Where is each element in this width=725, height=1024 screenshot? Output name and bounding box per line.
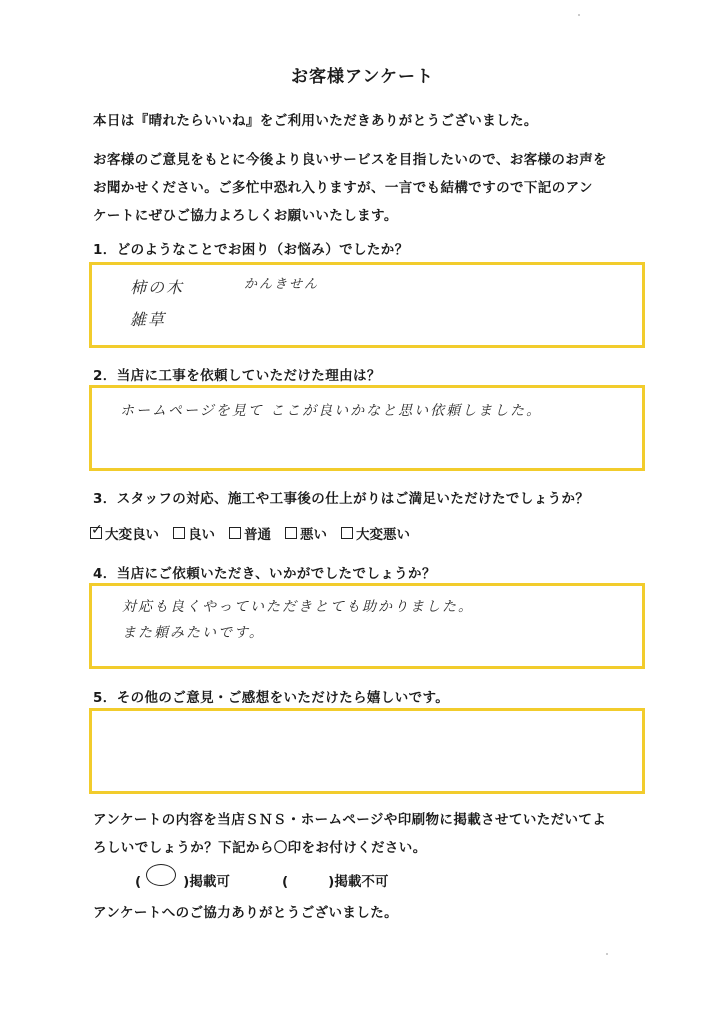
question-1-answer-a: 柿の木 xyxy=(130,278,185,297)
paren-open: ( xyxy=(135,874,142,890)
publish-deny-label: )掲載不可 xyxy=(328,874,389,890)
selected-circle-mark xyxy=(146,864,176,886)
question-4-label: 4．当店にご依頼いただき、いかがでしたでしょうか？ xyxy=(93,566,436,582)
checkbox-bad[interactable] xyxy=(285,527,297,539)
option-label: 良い xyxy=(188,527,215,543)
question-2-answer-box[interactable] xyxy=(89,385,645,471)
question-4-answer-line-2: また頼みたいです。 xyxy=(122,625,265,641)
checkbox-very-bad[interactable] xyxy=(341,527,353,539)
question-1-label: 1．どのようなことでお困り（お悩み）でしたか？ xyxy=(93,242,409,258)
intro-thanks: 本日は『晴れたらいいね』をご利用いただきありがとうございました。 xyxy=(93,113,538,129)
option-good[interactable] xyxy=(173,523,215,543)
scan-speck xyxy=(606,953,608,955)
option-very-bad[interactable] xyxy=(341,523,410,543)
checkbox-very-good[interactable] xyxy=(90,522,103,539)
question-2-label: 2．当店に工事を依頼していただけた理由は？ xyxy=(93,368,381,384)
question-5-answer-box[interactable] xyxy=(89,708,645,794)
publish-allow-label: )掲載可 xyxy=(183,874,230,890)
question-1-answer-box[interactable] xyxy=(89,262,645,348)
question-2-answer: ホームページを見て ここが良いかなと思い依頼しました。 xyxy=(120,403,543,419)
satisfaction-options xyxy=(90,523,410,543)
question-3-label: 3．スタッフの対応、施工や工事後の仕上がりはご満足いただけたでしょうか？ xyxy=(93,491,590,507)
option-very-good[interactable] xyxy=(90,523,159,543)
option-label: 大変良い xyxy=(105,527,159,543)
check-mark-icon: ✓ xyxy=(91,522,103,538)
intro-line-3: ケートにぜひご協力よろしくお願いいたします。 xyxy=(93,208,398,224)
page-title: お客様アンケート xyxy=(291,67,434,87)
question-1-answer-b: かんきせん xyxy=(244,277,320,292)
intro-line-1: お客様のご意見をもとに今後より良いサービスを目指したいので、お客様のお声を xyxy=(93,152,608,168)
option-normal[interactable] xyxy=(229,523,271,543)
intro-line-2: お聞かせください。ご多忙中恐れ入りますが、一言でも結構ですので下記のアン xyxy=(93,180,593,196)
paren-open: ( xyxy=(282,874,289,890)
publish-consent-text xyxy=(93,806,653,862)
option-label: 悪い xyxy=(300,527,327,543)
question-1-answer-c: 雑草 xyxy=(130,310,167,329)
checkbox-good[interactable] xyxy=(173,527,185,539)
checkbox-normal[interactable] xyxy=(229,527,241,539)
publish-text-line-2: ろしいでしょうか？下記から〇印をお付けください。 xyxy=(93,840,427,856)
scan-speck xyxy=(578,14,580,16)
publish-text-line-1: アンケートの内容を当店ＳＮＳ・ホームページや印刷物に掲載させていただいてよ xyxy=(93,812,607,828)
option-label: 大変悪い xyxy=(356,527,410,543)
intro-paragraph xyxy=(93,146,653,230)
question-5-label: 5．その他のご意見・ご感想をいただけたら嬉しいです。 xyxy=(93,690,450,706)
publish-deny-option[interactable] xyxy=(282,870,388,890)
closing-message: アンケートへのご協力ありがとうございました。 xyxy=(93,905,398,921)
question-4-answer-box[interactable] xyxy=(89,583,645,669)
option-label: 普通 xyxy=(244,527,271,543)
option-bad[interactable] xyxy=(285,523,327,543)
question-4-answer-line-1: 対応も良くやっていただきとても助かりました。 xyxy=(122,599,474,615)
